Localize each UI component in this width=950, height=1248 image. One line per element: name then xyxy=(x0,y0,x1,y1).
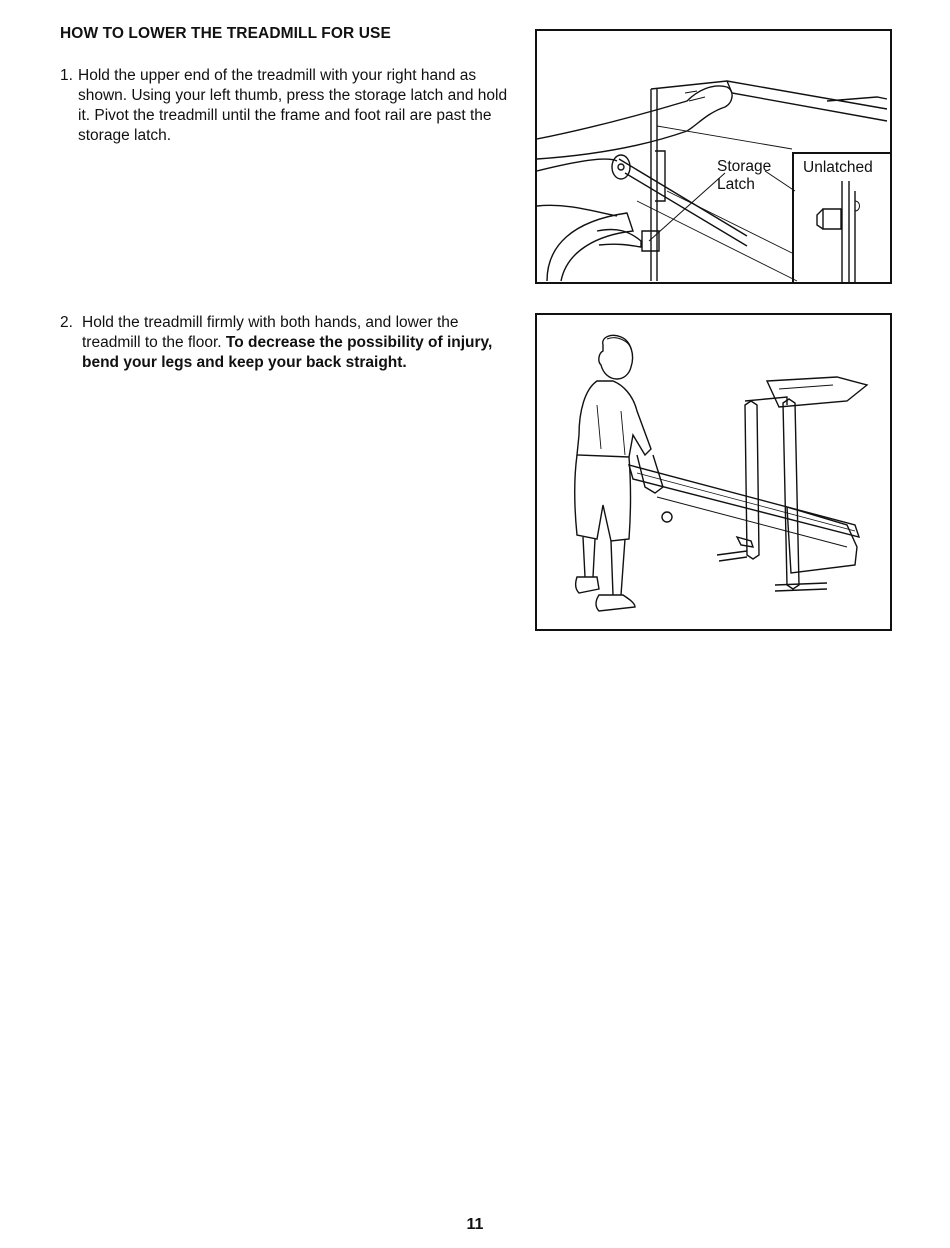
instruction-step-2 xyxy=(60,313,510,373)
storage-latch-callout xyxy=(717,158,771,194)
unlatched-label: Unlatched xyxy=(803,159,873,176)
callout-line: Storage xyxy=(717,158,772,175)
step-text: Hold the upper end of the treadmill with your right hand as shown. Using your left thumb, press the storage latch and hold it. Pivot the treadmill until the frame and foot rail are past the storage latch. xyxy=(78,67,508,144)
step-number: 1. xyxy=(60,67,73,84)
safety-warning: To decrease the possibility of injury, bend your legs and keep your back straight. xyxy=(82,334,493,371)
step-number: 2. xyxy=(60,314,73,331)
callout-line: Latch xyxy=(717,176,755,193)
page-heading: HOW TO LOWER THE TREADMILL FOR USE xyxy=(60,25,391,42)
step-text: Hold the treadmill firmly with both hands, and lower the treadmill to the floor. xyxy=(82,314,459,351)
step-body xyxy=(82,313,510,373)
lowering-treadmill-figure xyxy=(535,313,892,631)
storage-latch-figure xyxy=(535,29,892,284)
lowering-treadmill-illustration xyxy=(537,315,890,629)
page-number: 11 xyxy=(466,1216,484,1233)
instruction-step-1 xyxy=(60,66,510,146)
